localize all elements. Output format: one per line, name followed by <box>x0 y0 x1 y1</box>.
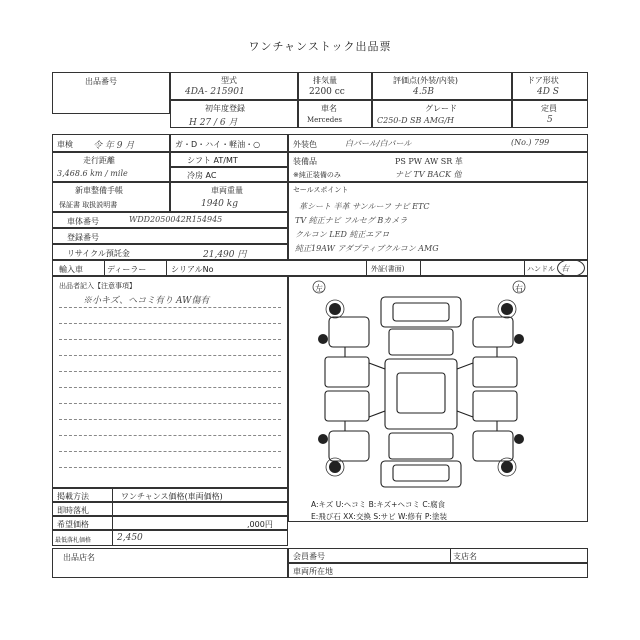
displacement-cell <box>298 72 372 100</box>
buy-now-cell <box>52 502 288 516</box>
capacity-cell <box>512 100 588 128</box>
member-no-label: 会員番号 <box>293 552 325 561</box>
equipment2-value: ナビ TV BACK 他 <box>395 170 462 179</box>
car-name-label: 車名 <box>321 104 337 113</box>
buy-now-label: 即時落札 <box>57 506 89 515</box>
equipment-label: 装備品 <box>293 157 317 166</box>
fuel-label: ガ・D・ハイ・軽油・○ <box>175 140 261 149</box>
inspection-value: 令 年 9 月 <box>93 141 135 151</box>
door-value: 4D S <box>537 87 559 97</box>
first-reg-label: 初年度登録 <box>205 104 245 113</box>
notes-rule <box>59 419 281 420</box>
mileage-value: 3,468.6 km / mile <box>57 169 128 178</box>
divider <box>366 260 367 276</box>
grade-cell <box>372 100 512 128</box>
displacement-label: 排気量 <box>313 76 337 85</box>
mileage-label: 走行距離 <box>83 156 115 165</box>
branch-label: 支店名 <box>453 552 477 561</box>
first-reg-value: H 27 / 6 月 <box>189 118 238 128</box>
regulations-label: 外証(書面) <box>371 265 405 273</box>
reg-no-cell <box>52 228 288 244</box>
color-label: 外装色 <box>293 140 317 149</box>
divider <box>104 260 105 276</box>
notes-rule <box>59 451 281 452</box>
car-diagram-box <box>288 276 588 522</box>
divider <box>112 488 113 546</box>
method-cell <box>52 488 288 502</box>
sales-point-4: 純正19AW アダプティブクルコン AMG <box>295 244 439 253</box>
shift-label: シフト AT/MT <box>187 156 238 165</box>
member-cell <box>288 548 588 563</box>
sales-points-cell <box>288 182 588 260</box>
car-outline-diagram <box>289 277 587 521</box>
recycle-value: 21,490 円 <box>203 250 247 260</box>
hope-price-cell <box>52 516 288 530</box>
equipment-value: PS PW AW SR 革 <box>395 157 463 166</box>
recycle-cell <box>52 244 288 260</box>
color-no: (No.) 799 <box>511 138 550 147</box>
grade-score-value: 4.5B <box>413 87 434 97</box>
fuel-cell <box>170 134 288 152</box>
recycle-label: リサイクル預託金 <box>67 249 130 258</box>
ac-label: 冷房 AC <box>187 171 217 180</box>
sales-point-1: 革シート 半革 サンルーフ ナビ ETC <box>299 202 430 211</box>
displacement-value: 2200 cc <box>309 87 345 97</box>
inspection-label: 車検 <box>57 140 73 149</box>
notes-rule <box>59 387 281 388</box>
min-price-value: 2,450 <box>117 533 143 543</box>
right-marker: 右 <box>515 284 523 293</box>
legend-line-1: A:キズ U:ヘコミ B:キズ+ヘコミ C:腐食 <box>311 500 446 509</box>
notes-rule <box>59 403 281 404</box>
handle-circle-mark <box>557 259 585 277</box>
weight-value: 1940 kg <box>201 199 238 209</box>
dealer-label: ディーラー <box>107 265 147 274</box>
exhibit-no-label: 出品番号 <box>85 77 117 86</box>
notes-header: 出品者記入【注意事項】 <box>59 282 136 290</box>
first-reg-cell <box>170 100 298 128</box>
divider <box>420 260 421 276</box>
notes-box <box>52 276 288 488</box>
color-cell <box>288 134 588 152</box>
warranty-label: 新車整備手帳 <box>75 186 123 195</box>
method-value: ワンチャンス価格(車両価格) <box>121 492 223 501</box>
import-row <box>52 260 588 276</box>
location-cell <box>288 563 588 578</box>
grade-score-cell <box>372 72 512 100</box>
notes-rule <box>59 339 281 340</box>
weight-cell <box>170 182 288 212</box>
warranty-opts: 保証書 取扱説明書 <box>59 201 118 209</box>
ac-cell <box>170 167 288 182</box>
divider <box>450 548 451 563</box>
method-label: 掲載方法 <box>57 492 89 501</box>
handle-label: ハンドル <box>527 265 555 273</box>
grade-score-label: 評価点(外装/内装) <box>393 76 458 85</box>
min-price-cell <box>52 530 288 546</box>
import-label: 輸入車 <box>59 265 83 274</box>
grade-value: C250-D SB AMG/H <box>377 116 454 125</box>
vin-label: 車体番号 <box>67 217 99 226</box>
sales-point-2: TV 純正ナビ フルセグ Bカメラ <box>295 216 408 225</box>
mileage-cell <box>52 152 170 182</box>
notes-rule <box>59 371 281 372</box>
hope-price-value: ,000円 <box>247 520 273 529</box>
divider <box>524 260 525 276</box>
door-cell <box>512 72 588 100</box>
warranty-cell <box>52 182 170 212</box>
notes-rule <box>59 355 281 356</box>
car-name-value: Mercedes <box>307 116 342 124</box>
sales-points-label: セールスポイント <box>293 186 349 194</box>
sales-point-3: クルコン LED 純正エアロ <box>295 230 390 239</box>
notes-rule <box>59 435 281 436</box>
min-price-label: 最低落札価格 <box>55 537 92 544</box>
store-cell <box>52 548 288 578</box>
door-label: ドア形状 <box>527 76 559 85</box>
vin-value: WDD2050042R154945 <box>129 215 223 224</box>
equipment2-label: ※純正装備のみ <box>293 171 341 179</box>
equipment-cell <box>288 152 588 182</box>
store-label: 出品店名 <box>63 553 95 562</box>
shift-cell <box>170 152 288 167</box>
model-cell <box>170 72 298 100</box>
car-name-cell <box>298 100 372 128</box>
inspection-cell <box>52 134 170 152</box>
serial-label: シリアルNo <box>171 265 214 274</box>
notes-line-1: ※小キズ、ヘコミ有り AW傷有 <box>83 296 210 306</box>
color-value: 白パール/白パール <box>345 139 412 148</box>
notes-rule <box>59 307 281 308</box>
hope-price-label: 希望価格 <box>57 520 89 529</box>
handle-value: 右 <box>561 264 569 273</box>
notes-rule <box>59 467 281 468</box>
divider <box>166 260 167 276</box>
capacity-value: 5 <box>547 115 553 125</box>
exhibit-no-cell <box>52 72 170 114</box>
weight-label: 車両重量 <box>211 186 243 195</box>
model-label: 型式 <box>221 76 237 85</box>
legend-line-2: E:飛び石 XX:交換 S:サビ W:修有 P:塗装 <box>311 512 447 521</box>
notes-rule <box>59 323 281 324</box>
model-value: 4DA- 215901 <box>185 87 245 97</box>
sheet-title: ワンチャンストック出品票 <box>248 40 392 53</box>
grade-label: グレード <box>425 104 457 113</box>
reg-no-label: 登録番号 <box>67 233 99 242</box>
capacity-label: 定員 <box>541 104 557 113</box>
left-marker: 左 <box>315 284 323 293</box>
vin-cell <box>52 212 288 228</box>
location-label: 車両所在地 <box>293 567 333 576</box>
